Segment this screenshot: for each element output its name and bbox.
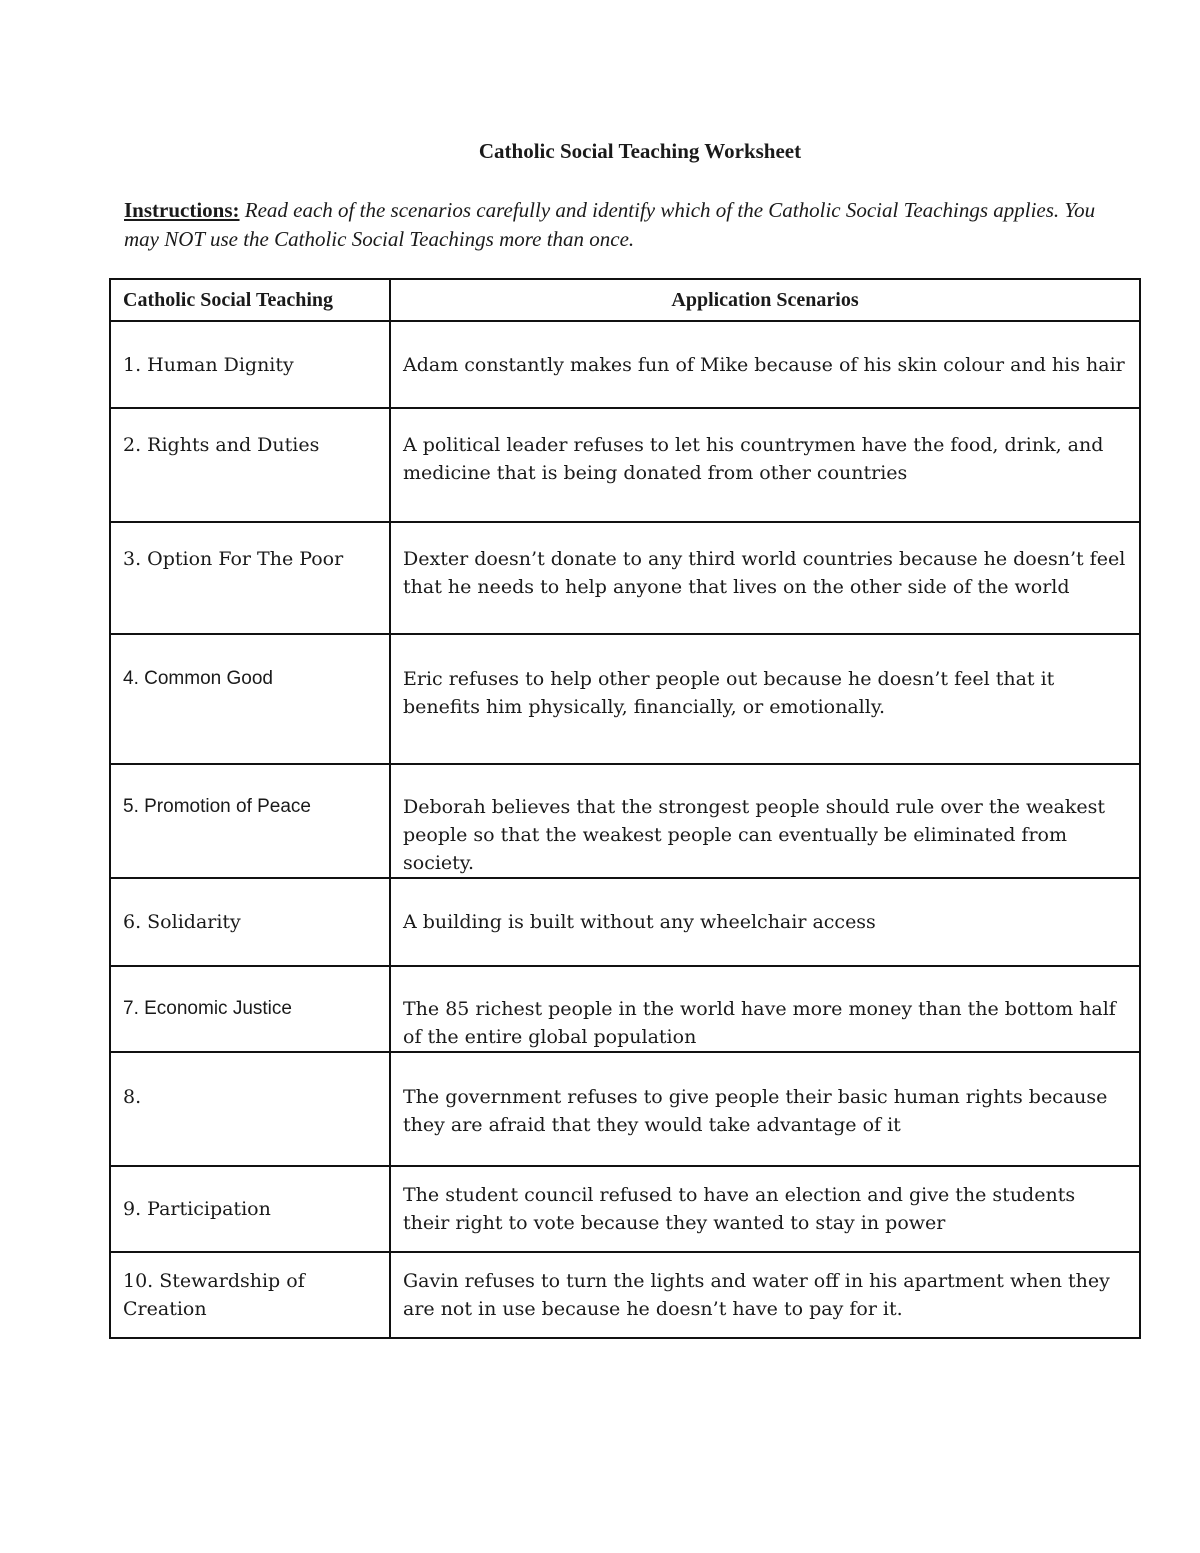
table-row <box>110 1166 1140 1252</box>
scenario-cell: The government refuses to give people their basic human rights because they are afraid that they would take advantage of it <box>390 1052 1140 1166</box>
teaching-cell: 8. <box>110 1052 390 1166</box>
table-row <box>110 522 1140 634</box>
instructions-label: Instructions: <box>124 198 240 222</box>
teaching-cell: 7. Economic Justice <box>110 966 390 1052</box>
scenario-column-header: Application Scenarios <box>390 279 1140 321</box>
table-row <box>110 1252 1140 1338</box>
teaching-cell: 4. Common Good <box>110 634 390 764</box>
teaching-cell: 1. Human Dignity <box>110 321 390 408</box>
teaching-cell: 6. Solidarity <box>110 878 390 966</box>
table-row <box>110 408 1140 522</box>
table-row <box>110 321 1140 408</box>
instructions <box>124 196 1134 254</box>
teaching-cell: 9. Participation <box>110 1166 390 1252</box>
scenario-cell: Gavin refuses to turn the lights and water off in his apartment when they are not in use because he doesn’t have to pay for it. <box>390 1252 1140 1338</box>
table-header-row <box>110 279 1140 321</box>
scenario-cell: The student council refused to have an election and give the students their right to vote because they wanted to stay in power <box>390 1166 1140 1252</box>
page-title: Catholic Social Teaching Worksheet <box>478 139 802 163</box>
scenario-cell: A building is built without any wheelchair access <box>390 878 1140 966</box>
scenario-cell: Deborah believes that the strongest people should rule over the weakest people so that the weakest people can eventually be eliminated from society. <box>390 764 1140 878</box>
instructions-text: Read each of the scenarios carefully and identify which of the Catholic Social Teachings applies. You may NOT use the Catholic Social Teachings more than once. <box>124 198 1096 251</box>
teaching-cell: 2. Rights and Duties <box>110 408 390 522</box>
scenario-cell: Adam constantly makes fun of Mike because of his skin colour and his hair <box>390 321 1140 408</box>
table-row <box>110 878 1140 966</box>
table-row <box>110 966 1140 1052</box>
scenario-cell: Dexter doesn’t donate to any third world countries because he doesn’t feel that he needs to help anyone that lives on the other side of the world <box>390 522 1140 634</box>
teaching-cell: 10. Stewardship of Creation <box>110 1252 390 1338</box>
table-row <box>110 634 1140 764</box>
table-row <box>110 764 1140 878</box>
scenario-cell: The 85 richest people in the world have more money than the bottom half of the entire global population <box>390 966 1140 1052</box>
teaching-column-header: Catholic Social Teaching <box>110 279 390 321</box>
teachings-table <box>109 278 1141 1339</box>
scenario-cell: A political leader refuses to let his countrymen have the food, drink, and medicine that is being donated from other countries <box>390 408 1140 522</box>
teaching-cell: 3. Option For The Poor <box>110 522 390 634</box>
teaching-cell: 5. Promotion of Peace <box>110 764 390 878</box>
scenario-cell: Eric refuses to help other people out because he doesn’t feel that it benefits him physically, financially, or emotionally. <box>390 634 1140 764</box>
table-row <box>110 1052 1140 1166</box>
